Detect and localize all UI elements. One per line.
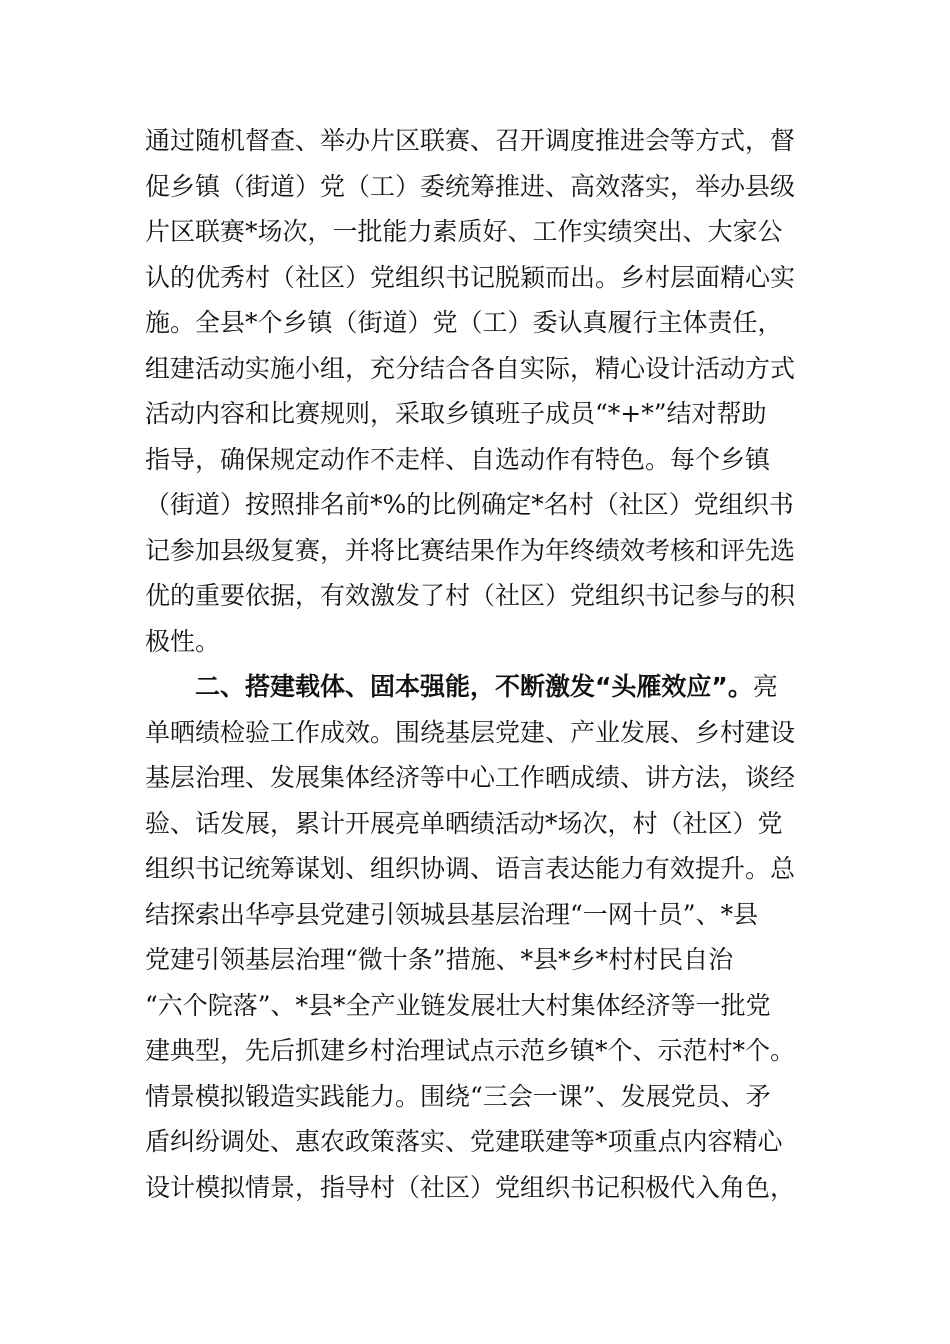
paragraph-line: 建典型，先后抓建乡村治理试点示范乡镇*个、示范村*个。 bbox=[145, 1036, 796, 1065]
paragraph-line: 施。全县*个乡镇（街道）党（工）委认真履行主体责任， bbox=[145, 308, 783, 337]
paragraph-line: 活动内容和比赛规则，采取乡镇班子成员“*+*”结对帮助 bbox=[145, 399, 767, 428]
paragraph-line: 情景模拟锻造实践能力。围绕“三会一课”、发展党员、矛 bbox=[145, 1081, 771, 1111]
paragraph-line: 指导，确保规定动作不走样、自选动作有特色。每个乡镇 bbox=[145, 444, 771, 474]
paragraph-line: 认的优秀村（社区）党组织书记脱颖而出。乡村层面精心实 bbox=[145, 262, 796, 292]
paragraph-line: “六个院落”、*县*全产业链发展壮大村集体经济等一批党 bbox=[145, 990, 771, 1020]
paragraph-line: 记参加县级复赛，并将比赛结果作为年终绩效考核和评先选 bbox=[145, 535, 796, 565]
paragraph-line: 设计模拟情景，指导村（社区）党组织书记积极代入角色， bbox=[145, 1172, 796, 1202]
paragraph-line: 优的重要依据，有效激发了村（社区）党组织书记参与的积 bbox=[145, 581, 796, 610]
paragraph-line: （街道）按照排名前*%的比例确定*名村（社区）党组织书 bbox=[145, 490, 794, 519]
paragraph-line: 盾纠纷调处、惠农政策落实、党建联建等*项重点内容精心 bbox=[145, 1127, 783, 1156]
paragraph-line: 极性。 bbox=[145, 626, 221, 656]
paragraph-line: 组织书记统筹谋划、组织协调、语言表达能力有效提升。总 bbox=[145, 854, 796, 883]
paragraph-line: 片区联赛*场次，一批能力素质好、工作实绩突出、大家公 bbox=[145, 217, 783, 246]
paragraph-line: 组建活动实施小组，充分结合各自实际，精心设计活动方式 bbox=[145, 353, 796, 383]
section-heading-tail: 亮 bbox=[752, 672, 778, 701]
section-heading-line bbox=[145, 664, 811, 710]
paragraph-line: 结探索出华亭县党建引领城县基层治理“一网十员”、*县 bbox=[145, 899, 759, 929]
paragraph-line: 通过随机督查、举办片区联赛、召开调度推进会等方式，督 bbox=[145, 126, 796, 155]
paragraph-line: 促乡镇（街道）党（工）委统筹推进、高效落实，举办县级 bbox=[145, 171, 796, 201]
section-heading: 二、搭建载体、固本强能，不断激发“头雁效应”。 bbox=[195, 672, 753, 701]
paragraph-line: 党建引领基层治理“微十条”措施、*县*乡*村村民自治 bbox=[145, 945, 734, 974]
paragraph-line: 验、话发展，累计开展亮单晒绩活动*场次，村（社区）党 bbox=[145, 808, 783, 838]
document-body bbox=[145, 118, 811, 1210]
paragraph-line: 单晒绩检验工作成效。围绕基层党建、产业发展、乡村建设 bbox=[145, 717, 796, 747]
paragraph-line: 基层治理、发展集体经济等中心工作晒成绩、讲方法，谈经 bbox=[145, 763, 796, 792]
